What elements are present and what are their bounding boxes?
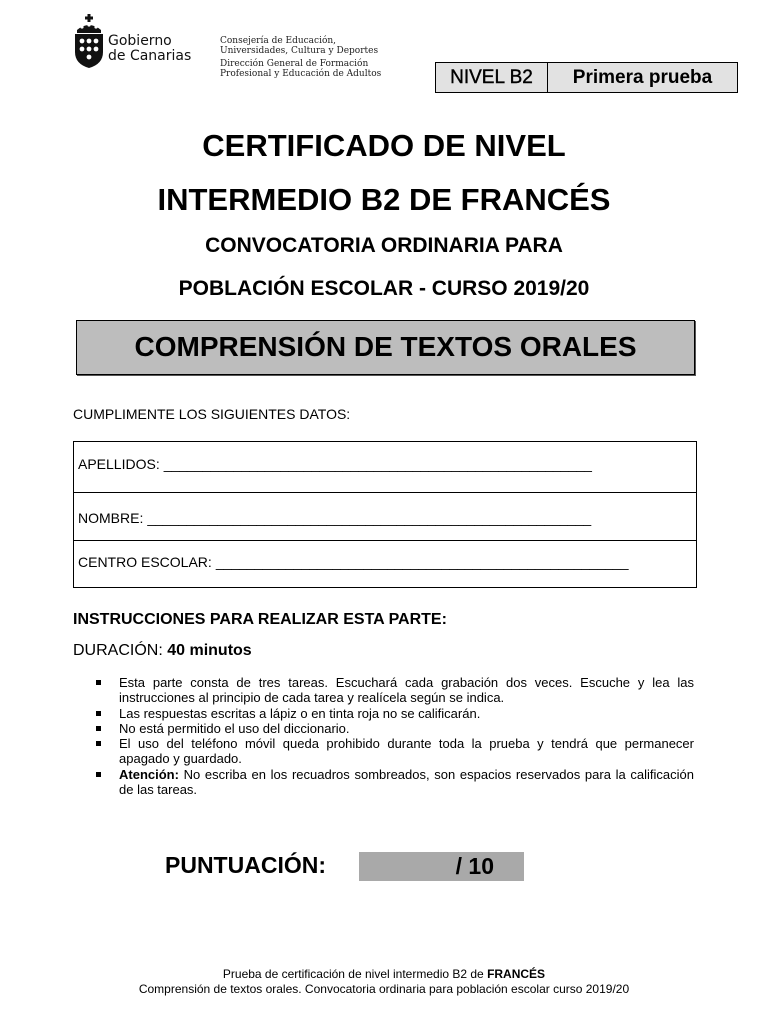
surname-line[interactable]: _______________________________________________________ bbox=[163, 456, 592, 472]
school-line[interactable]: _____________________________________________________ bbox=[215, 554, 629, 570]
dept-line-2: Universidades, Cultura y Deportes bbox=[220, 46, 379, 56]
footer-language: FRANCÉS bbox=[487, 967, 546, 981]
logo-line-1: Gobierno bbox=[108, 33, 172, 49]
test-label: Primera prueba bbox=[572, 67, 713, 88]
subtitle-line-1: CONVOCATORIA ORDINARIA PARA bbox=[205, 234, 563, 257]
footer-line-2: Comprensión de textos orales. Convocatoria ordinaria para población escolar curso 2019/20 bbox=[138, 982, 630, 996]
title-line-2: INTERMEDIO B2 DE FRANCÉS bbox=[157, 182, 611, 217]
dept-line-1: Consejería de Educación, bbox=[220, 36, 337, 46]
rule-item bbox=[96, 706, 694, 721]
name-label: NOMBRE: bbox=[78, 510, 144, 526]
school-label: CENTRO ESCOLAR: bbox=[78, 554, 212, 570]
name-row[interactable] bbox=[74, 493, 696, 541]
rule-bold: Atención: bbox=[119, 766, 179, 782]
dept-line-3: Dirección General de Formación bbox=[220, 59, 369, 69]
bullet-icon bbox=[96, 711, 101, 716]
dept-line-4: Profesional y Educación de Adultos bbox=[220, 69, 382, 79]
government-logo-text bbox=[108, 34, 191, 64]
school-row[interactable] bbox=[74, 541, 696, 587]
footer-prefix: Prueba de certificación de nivel intermedio B2 de bbox=[222, 967, 488, 981]
bullet-icon bbox=[96, 726, 101, 731]
subtitle-line-2: POBLACIÓN ESCOLAR - CURSO 2019/20 bbox=[178, 277, 590, 300]
score-box: / 10 bbox=[359, 852, 524, 881]
footer-line-1 bbox=[0, 967, 768, 982]
level-label: NIVEL B2 bbox=[436, 63, 548, 92]
rule-item bbox=[96, 767, 694, 798]
title-line-1: CERTIFICADO DE NIVEL bbox=[202, 128, 566, 163]
section-title: COMPRENSIÓN DE TEXTOS ORALES bbox=[76, 320, 695, 375]
score-label: PUNTUACIÓN: bbox=[165, 852, 326, 878]
duration-label: DURACIÓN: bbox=[73, 642, 163, 659]
rule-text: Las respuestas escritas a lápiz o en tinta roja no se calificarán. bbox=[119, 705, 481, 721]
rule-text: No escriba en los recuadros sombreados, son espacios reservados para la calificación de las tareas. bbox=[119, 766, 694, 798]
rule-item bbox=[96, 721, 694, 736]
name-line[interactable]: _________________________________________________________ bbox=[147, 510, 592, 526]
student-data-table bbox=[73, 441, 697, 588]
rule-text: No está permitido el uso del diccionario. bbox=[119, 720, 350, 736]
duration-value: 40 minutos bbox=[167, 642, 252, 659]
surname-row[interactable] bbox=[74, 442, 696, 493]
level-box bbox=[435, 62, 738, 93]
duration bbox=[73, 642, 252, 660]
rule-text: El uso del teléfono móvil queda prohibido durante toda la prueba y tendrá que permanecer apagado y guardado. bbox=[119, 736, 694, 767]
rule-item bbox=[96, 736, 694, 767]
instructions-title: INSTRUCCIONES PARA REALIZAR ESTA PARTE: bbox=[73, 611, 447, 628]
bullet-icon bbox=[96, 680, 101, 685]
bullet-icon bbox=[96, 772, 101, 777]
logo-line-2: de Canarias bbox=[108, 48, 192, 64]
rules-list bbox=[96, 675, 694, 797]
form-header: CUMPLIMENTE LOS SIGUIENTES DATOS: bbox=[73, 406, 351, 422]
surname-label: APELLIDOS: bbox=[78, 456, 160, 472]
rule-text: Esta parte consta de tres tareas. Escuchará cada grabación dos veces. Escuche y lea las instrucciones al principio de cada tarea y realícela según se indica. bbox=[119, 675, 694, 706]
gobierno-de-canarias-crest-icon bbox=[74, 14, 104, 68]
department-text bbox=[220, 36, 381, 79]
bullet-icon bbox=[96, 741, 101, 746]
rule-item bbox=[96, 675, 694, 706]
